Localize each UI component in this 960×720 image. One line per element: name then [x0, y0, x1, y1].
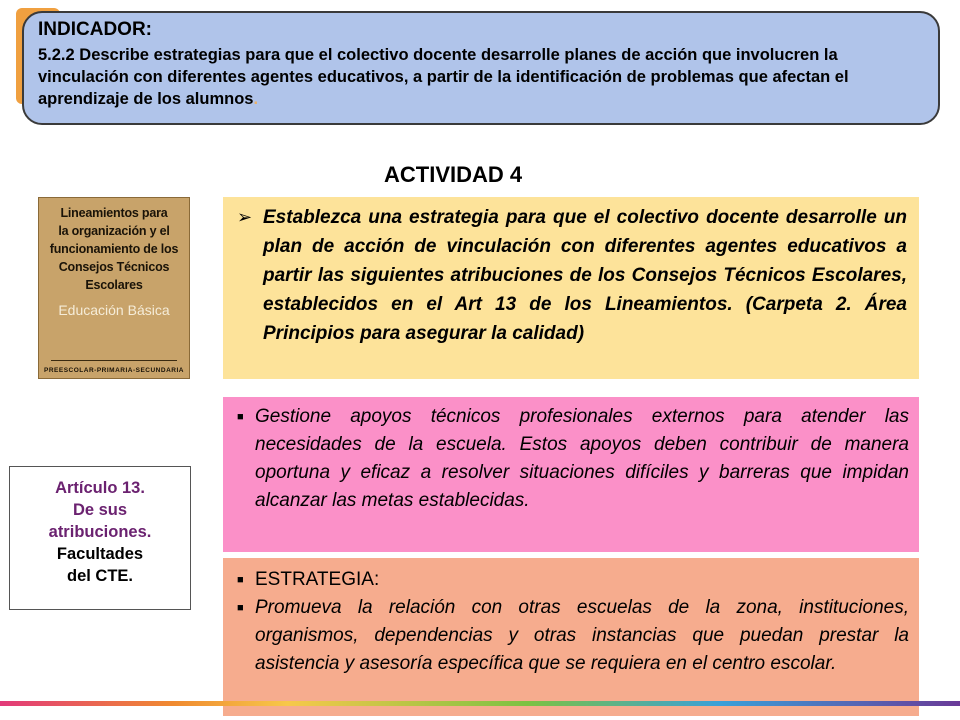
book-divider [51, 360, 177, 361]
strategy-heading: ESTRATEGIA: [255, 569, 380, 590]
book-title-line: funcionamiento de los [49, 242, 179, 256]
color-strip [0, 701, 960, 706]
strategy-item [237, 594, 909, 678]
instruction-item [237, 203, 907, 348]
indicator-title: INDICADOR: [38, 19, 152, 40]
article-line: atribuciones. [48, 523, 152, 541]
instruction-text: Establezca una estrategia para que el colectivo docente desarrolle un plan de acción de vinculación con diferentes agentes educativos a partir las siguientes atribuciones de los Consejos Técnicos Escolares, establecidos en el Art 13 de los Lineamientos. (Carpeta 2. Área Principios para asegurar la calidad) [263, 207, 907, 344]
square-bullet-icon: ■ [237, 574, 244, 586]
book-subtitle: Educación Básica [58, 302, 170, 318]
book-levels: PREESCOLAR-PRIMARIA-SECUNDARIA [44, 367, 184, 374]
arrow-bullet-icon: ➢ [237, 207, 253, 227]
attribution-box [223, 397, 919, 552]
article-line: De sus [72, 501, 128, 519]
indicator-end-mark: . [253, 90, 259, 108]
article-label-box [9, 466, 191, 610]
strategy-box [223, 558, 919, 716]
activity-title: ACTIVIDAD 4 [384, 162, 523, 187]
book-title-line: la organización y el [58, 224, 170, 238]
indicator-description: 5.2.2 Describe estrategias para que el colectivo docente desarrolle planes de acción que involucren la vinculación con diferentes agentes educativos, a partir de la identificación de problemas que afectan el aprendizaje de los alumnos [38, 46, 849, 108]
article-line: Facultades [56, 545, 144, 563]
article-line: Artículo 13. [55, 479, 145, 497]
book-cover-image [38, 197, 190, 379]
book-title-line: Consejos Técnicos Escolares [58, 260, 170, 292]
indicator-text [38, 44, 922, 110]
attribution-text: Gestione apoyos técnicos profesionales externos para atender las necesidades de la escuela. Estos apoyos deben contribuir de manera oportuna y eficaz a resolver situaciones difíciles y barreras que impidan alcanzar las metas establecidas. [255, 406, 909, 511]
book-title-line: Lineamientos para [60, 206, 168, 220]
instruction-box [223, 197, 919, 379]
indicator-panel [22, 11, 940, 125]
strategy-text: Promueva la relación con otras escuelas de la zona, instituciones, organismos, dependencias y otras instancias que puedan prestar la asistencia y asesoría específica que se requiera en el centro escolar. [255, 597, 909, 674]
square-bullet-icon: ■ [237, 411, 244, 423]
book-title [39, 204, 189, 294]
square-bullet-icon: ■ [237, 602, 244, 614]
attribution-item [237, 403, 909, 515]
article-line: del CTE. [66, 567, 133, 585]
strategy-heading-item [237, 566, 909, 594]
